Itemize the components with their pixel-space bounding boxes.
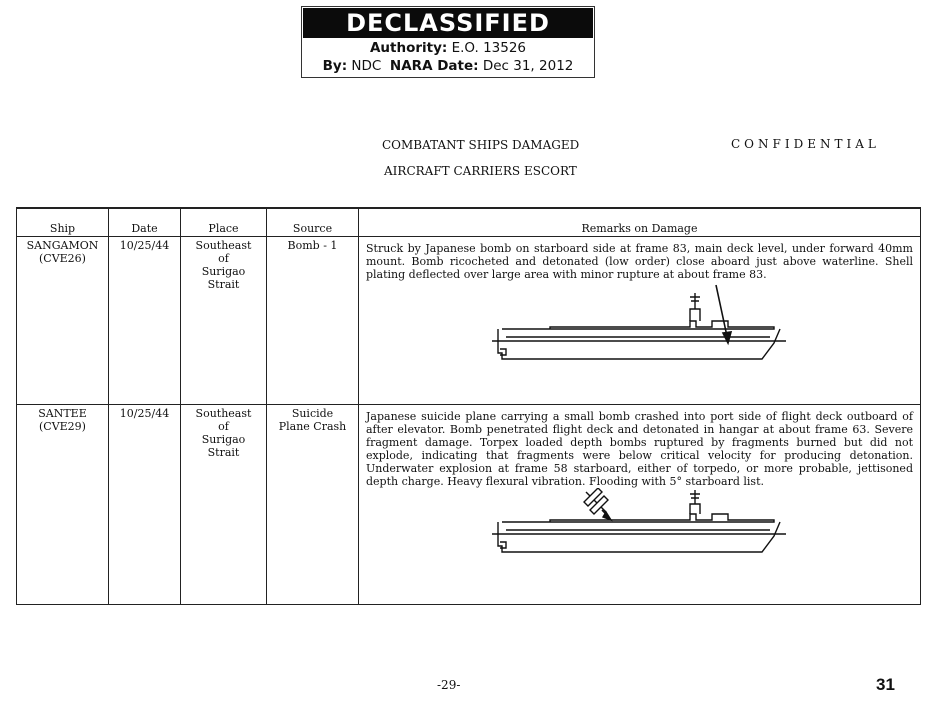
page-number-center: -29- (437, 678, 461, 692)
ship-stern-detail (500, 349, 506, 355)
stamp-by-value: NDC (351, 58, 382, 74)
ship-island (690, 309, 700, 321)
ship-damage-diagram (490, 281, 790, 367)
ship-hull-number: (CVE29) (39, 420, 86, 433)
place-line: of (218, 252, 229, 265)
ship-flight-deck (502, 321, 774, 329)
remarks-cell (359, 237, 921, 405)
ship-mast (690, 293, 700, 309)
ship-cell (17, 237, 109, 405)
suicide-plane-icon (584, 488, 611, 520)
damage-table-wrapper (16, 207, 920, 605)
place-cell (181, 237, 267, 405)
classification-marking: CONFIDENTIAL (731, 137, 880, 151)
date-cell: 10/25/44 (109, 405, 181, 605)
ship-name: SANTEE (38, 407, 87, 420)
stamp-nara-value: Dec 31, 2012 (482, 58, 574, 74)
column-header-date: Date (109, 208, 181, 237)
column-header-place: Place (181, 208, 267, 237)
document-title: COMBATANT SHIPS DAMAGED (382, 138, 580, 152)
source-cell (267, 405, 359, 605)
remarks-cell (359, 405, 921, 605)
place-line: of (218, 420, 229, 433)
remarks-text: Struck by Japanese bomb on starboard side at frame 83, main deck level, under forward 40mm mount. Bomb ricocheted and detonated (low order) close aboard just above waterline. Shell plating deflected over large area with minor rupture at about frame 83. (366, 242, 913, 281)
place-line: Strait (207, 446, 240, 459)
ship-island (690, 504, 700, 514)
stamp-by-line (302, 57, 594, 75)
ship-name: SANGAMON (26, 239, 99, 252)
source-line: Plane Crash (278, 420, 347, 433)
place-line: Strait (207, 278, 240, 291)
stamp-by-label: By: (322, 58, 348, 74)
source-line: Bomb - 1 (287, 239, 338, 252)
stamp-heading: DECLASSIFIED (303, 8, 593, 38)
source-cell (267, 237, 359, 405)
ship-cell (17, 405, 109, 605)
place-line: Surigao (201, 433, 246, 446)
table-row (17, 405, 921, 605)
table-row (17, 237, 921, 405)
table-header-row (17, 208, 921, 237)
declassified-stamp (301, 6, 595, 78)
date-cell: 10/25/44 (109, 237, 181, 405)
column-header-ship: Ship (17, 208, 109, 237)
ship-hull-number: (CVE26) (39, 252, 86, 265)
column-header-remarks: Remarks on Damage (359, 208, 921, 237)
ship-hull-outline (498, 329, 780, 359)
ship-hull-outline (498, 522, 780, 552)
page-number-right: 31 (876, 675, 895, 694)
stamp-authority-label: Authority: (369, 40, 448, 56)
remarks-text: Japanese suicide plane carrying a small bomb crashed into port side of flight deck outboard of after elevator. Bomb penetrated flight deck and detonated in hangar at about frame 63. Severe fragment damage. Torpex loaded depth bombs ruptured by fragments burned but did not explode, indicating that fragments were below critical velocity for producing detonation. Underwater explosion at frame 58 starboard, either of torpedo, or more probable, jettisoned depth charge. Heavy flexural vibration. Flooding with 5° starboard list. (366, 410, 913, 488)
stamp-authority-value: E.O. 13526 (451, 40, 527, 56)
stamp-authority-line (302, 39, 594, 57)
ship-stern-detail (500, 542, 506, 548)
source-line: Suicide (291, 407, 334, 420)
ship-flight-deck (502, 514, 774, 522)
document-subtitle: AIRCRAFT CARRIERS ESCORT (384, 164, 577, 178)
stamp-nara-label: NARA Date: (389, 58, 479, 74)
place-line: Southeast (195, 239, 252, 252)
ship-mast (690, 490, 700, 504)
place-line: Southeast (195, 407, 252, 420)
place-line: Surigao (201, 265, 246, 278)
place-cell (181, 405, 267, 605)
ship-damage-diagram (490, 488, 790, 558)
column-header-source: Source (267, 208, 359, 237)
damage-table (16, 207, 921, 605)
